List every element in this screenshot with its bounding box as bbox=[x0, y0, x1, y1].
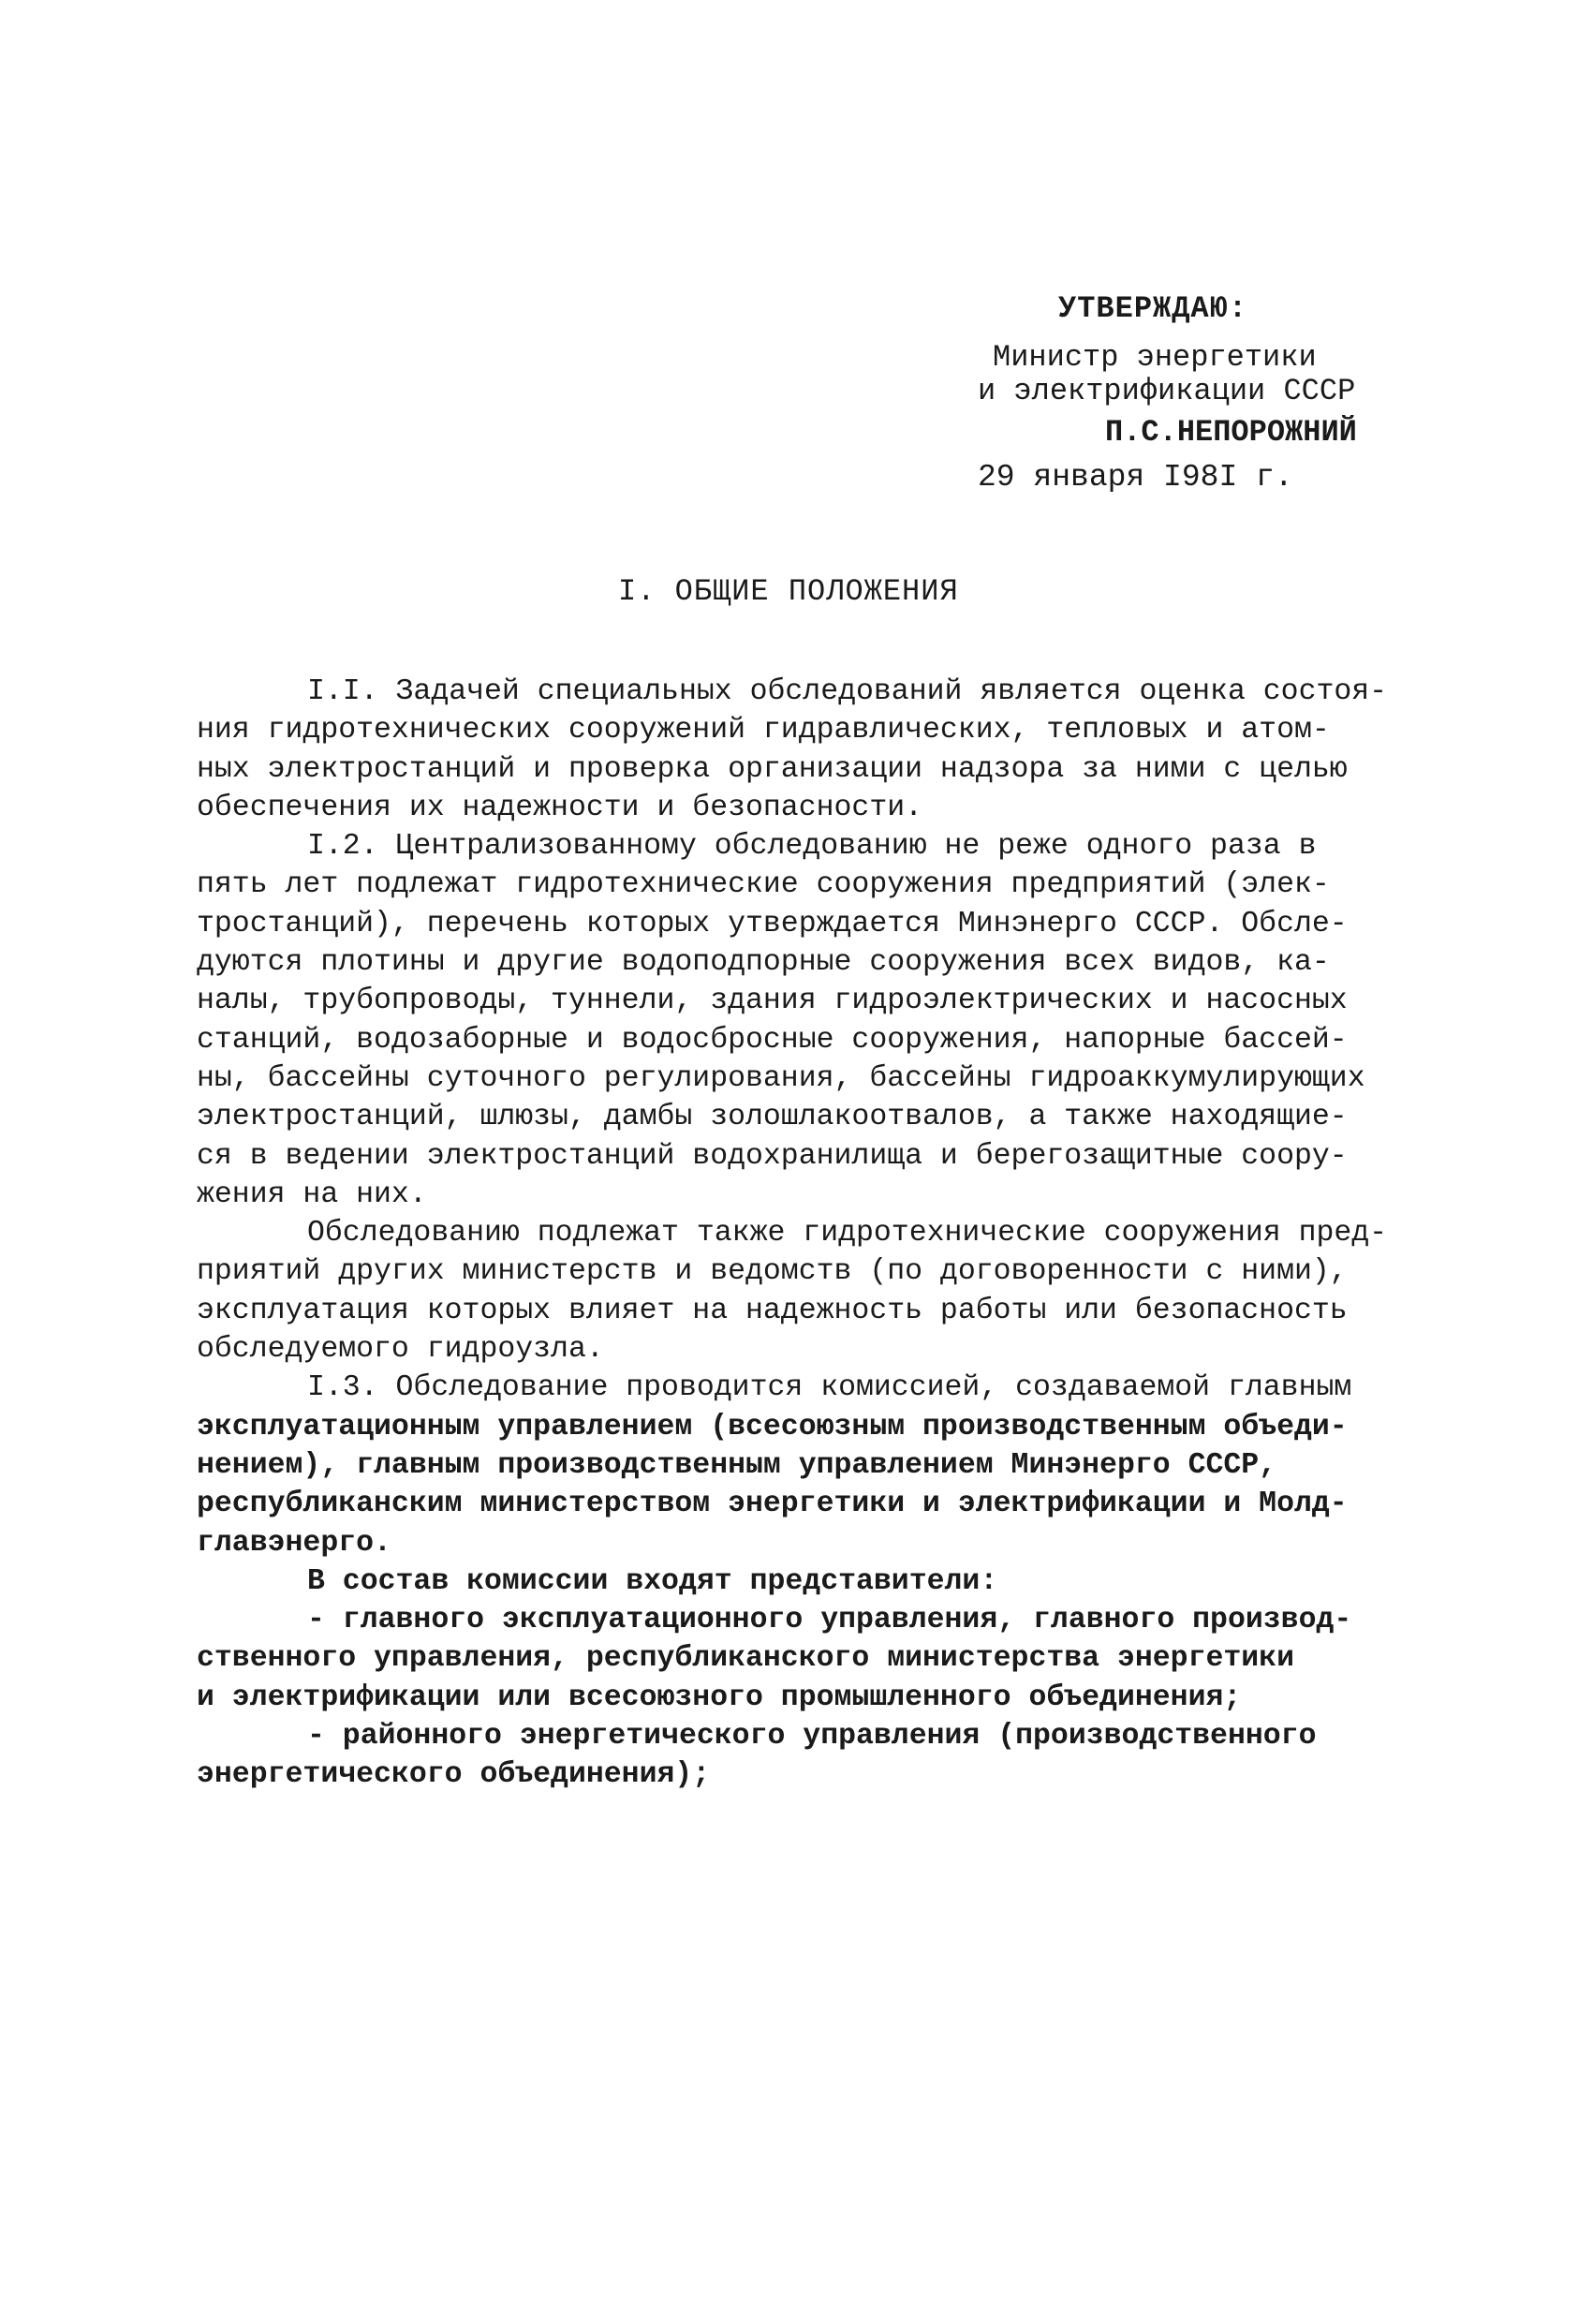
body-line: энергетического объединения); bbox=[197, 1758, 711, 1792]
approval-date: 29 января I98I г. bbox=[978, 460, 1293, 495]
body-line: налы, трубопроводы, туннели, здания гидроэлектрических и насосных bbox=[197, 984, 1348, 1018]
body-line: электростанций, шлюзы, дамбы золошлакоотвалов, а также находящие- bbox=[197, 1101, 1348, 1134]
body-line: ственного управления, республиканского министерства энергетики bbox=[197, 1642, 1294, 1676]
body-line: тростанций), перечень которых утверждается Минэнерго СССР. Обсле- bbox=[197, 907, 1348, 940]
body-line: эксплуатационным управлением (всесоюзным производственным объеди- bbox=[197, 1410, 1348, 1443]
body-line: ных электростанций и проверка организации надзора за ними с целью bbox=[197, 752, 1348, 786]
approver-name: П.С.НЕПОРОЖНИЙ bbox=[1105, 415, 1357, 450]
body-line: обеспечения их надежности и безопасности. bbox=[197, 791, 923, 824]
body-line: ния гидротехнических сооружений гидравлических, тепловых и атом- bbox=[197, 714, 1330, 748]
body-line: республиканским министерством энергетики и электрификации и Молд- bbox=[197, 1488, 1348, 1521]
body-line: пять лет подлежат гидротехнические сооружения предприятий (элек- bbox=[197, 868, 1330, 902]
body-line: жения на них. bbox=[197, 1177, 427, 1211]
body-line: главэнерго. bbox=[197, 1526, 391, 1560]
body-line: Обследованию подлежат также гидротехнические сооружения пред- bbox=[307, 1217, 1388, 1251]
approver-position-line2: и электрификации СССР bbox=[978, 374, 1356, 408]
body-line: - районного энергетического управления (производственного bbox=[307, 1720, 1317, 1754]
body-line: нением), главным производственным управлением Минэнерго СССР, bbox=[197, 1448, 1277, 1482]
body-line: дуются плотины и другие водоподпорные сооружения всех видов, ка- bbox=[197, 946, 1330, 980]
body-line: и электрификации или всесоюзного промышленного объединения; bbox=[197, 1680, 1242, 1714]
body-line: I.3. Обследование проводится комиссией, создаваемой главным bbox=[307, 1371, 1352, 1405]
body-line: станций, водозаборные и водосбросные сооружения, напорные бассей- bbox=[197, 1023, 1348, 1057]
body-line: I.I. Задачей специальных обследований является оценка состоя- bbox=[307, 675, 1388, 708]
body-line: ны, бассейны суточного регулирования, бассейны гидроаккумулирующих bbox=[197, 1061, 1365, 1095]
approver-position-line1: Министр энергетики bbox=[993, 340, 1317, 375]
body-line: ся в ведении электростанций водохранилища и берегозащитные соору- bbox=[197, 1139, 1348, 1173]
body-line: В состав комиссии входят представители: bbox=[307, 1564, 998, 1598]
document-body bbox=[197, 673, 1395, 1795]
section-title: I. ОБЩИЕ ПОЛОЖЕНИЯ bbox=[618, 574, 959, 609]
body-line: I.2. Централизованному обследованию не реже одного раза в bbox=[307, 830, 1317, 864]
body-line: приятий других министерств и ведомств (по договоренности с ними), bbox=[197, 1255, 1348, 1289]
body-line: - главного эксплуатационного управления, главного производ- bbox=[307, 1604, 1352, 1637]
body-line: обследуемого гидроузла. bbox=[197, 1333, 604, 1367]
body-line: эксплуатация которых влияет на надежность работы или безопасность bbox=[197, 1294, 1348, 1327]
approval-title: УТВЕРЖДАЮ: bbox=[1058, 291, 1248, 326]
